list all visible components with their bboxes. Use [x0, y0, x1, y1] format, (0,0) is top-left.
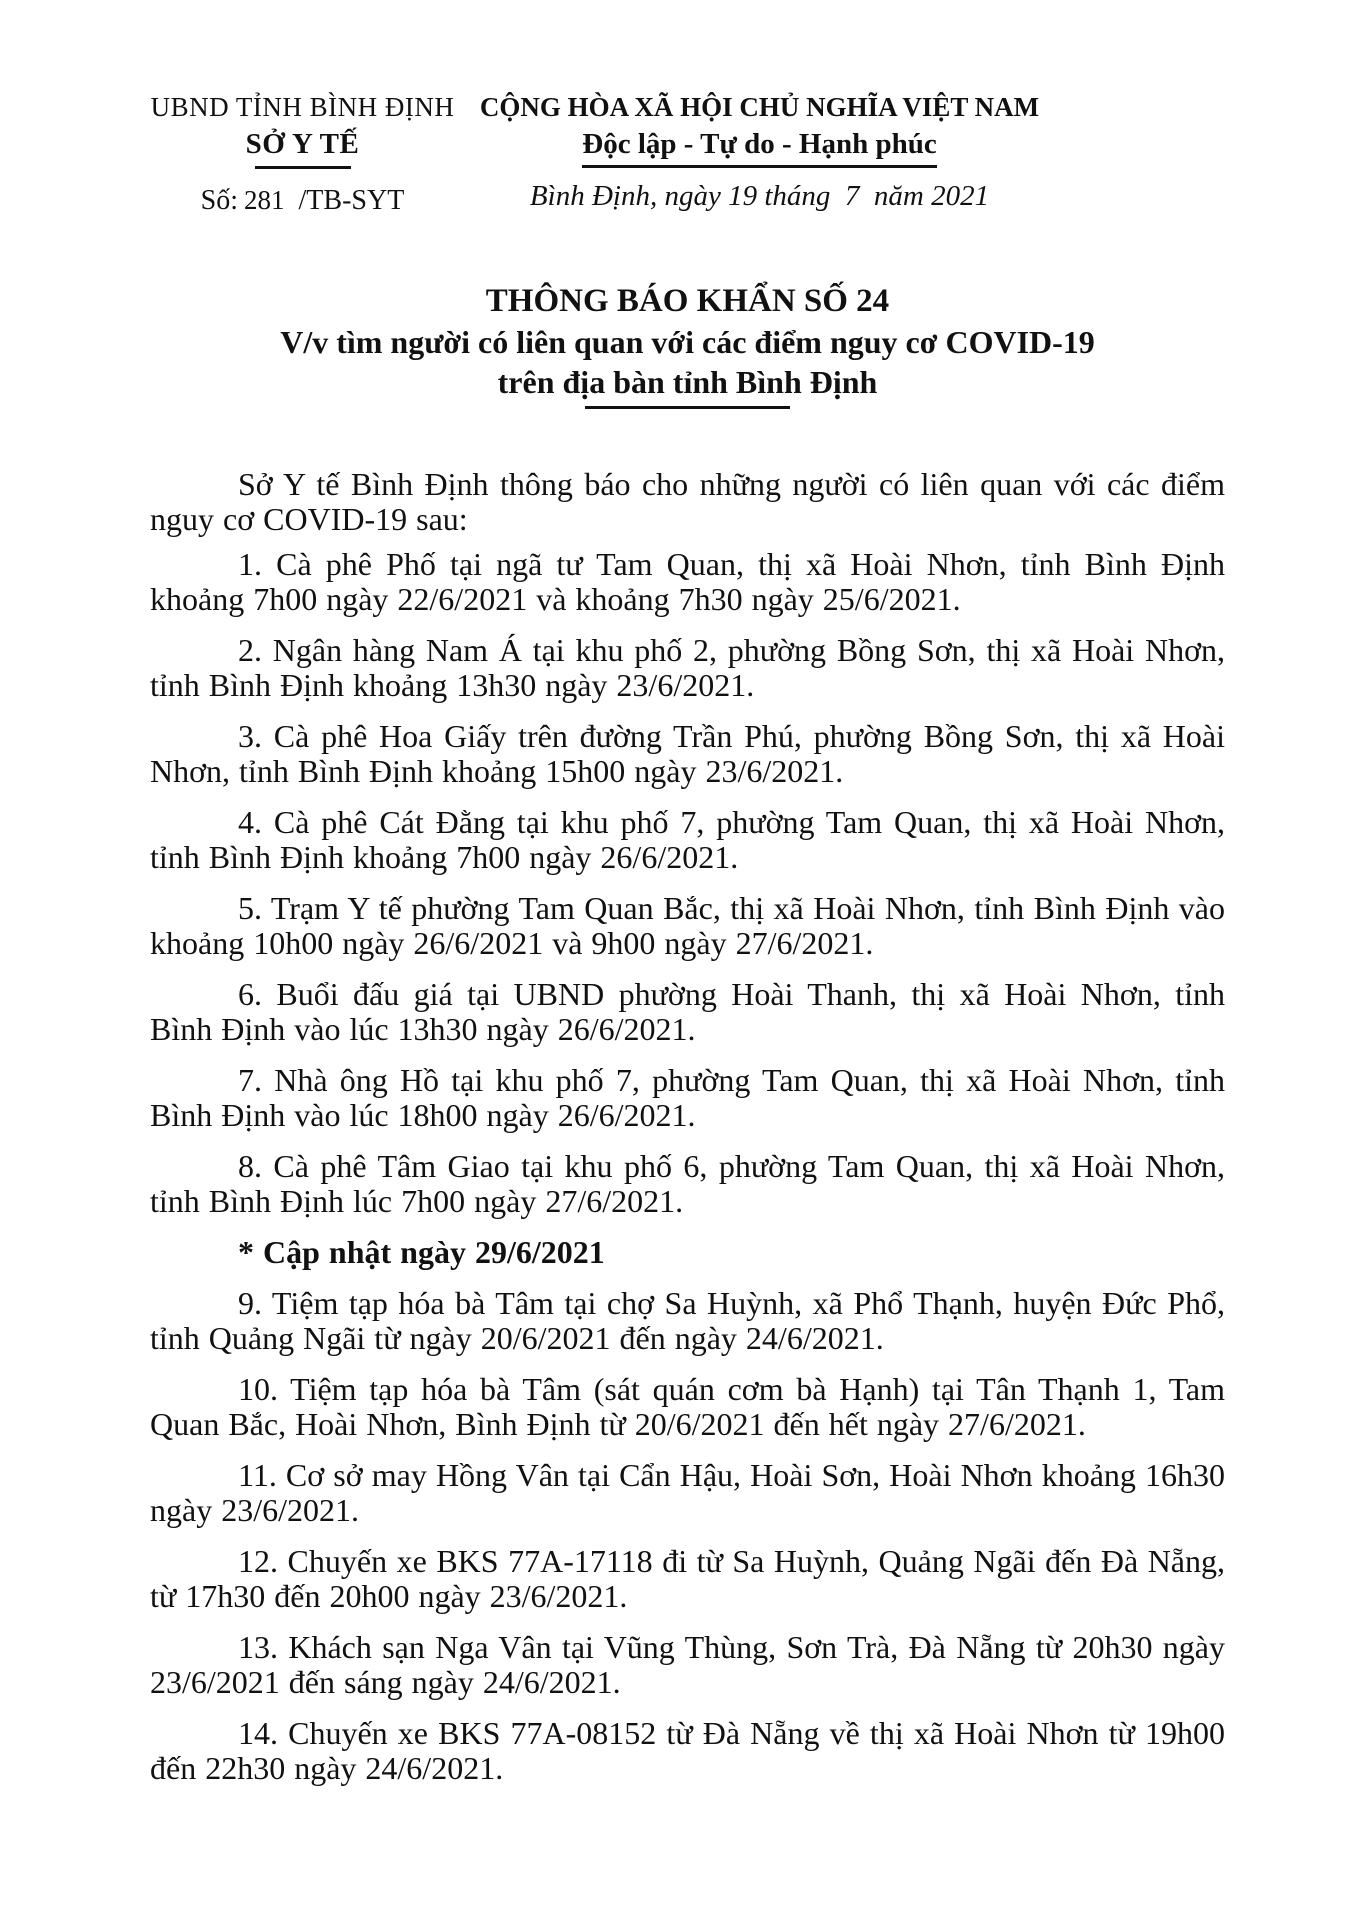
national-motto: Độc lập - Tự do - Hạnh phúc — [582, 126, 937, 168]
document-number-line — [150, 183, 455, 218]
document-number-suffix: /TB-SYT — [298, 185, 405, 216]
notice-body — [150, 467, 1225, 1786]
place-and-date-line: Bình Định, ngày 19 tháng 7 năm 2021 — [529, 180, 990, 212]
notice-item-1: 1. Cà phê Phố tại ngã tư Tam Quan, thị xã Hoài Nhơn, tỉnh Bình Định khoảng 7h00 ngày 22/6/2021 và khoảng 7h30 ngày 25/6/2021. — [150, 546, 1225, 617]
notice-subject: V/v tìm người có liên quan với các điểm nguy cơ COVID-19 — [280, 324, 1095, 360]
notice-item-9: 9. Tiệm tạp hóa bà Tâm tại chợ Sa Huỳnh, xã Phổ Thạnh, huyện Đức Phổ, tỉnh Quảng Ngãi từ ngày 20/6/2021 đến ngày 24/6/2021. — [150, 1285, 1225, 1356]
document-number-label: Số: — [200, 185, 239, 216]
notice-item-11: 11. Cơ sở may Hồng Vân tại Cẩn Hậu, Hoài Sơn, Hoài Nhơn khoảng 16h30 ngày 23/6/2021. — [150, 1457, 1225, 1528]
notice-item-4: 4. Cà phê Cát Đằng tại khu phố 7, phường Tam Quan, thị xã Hoài Nhơn, tỉnh Bình Định khoảng 7h00 ngày 26/6/2021. — [150, 804, 1225, 875]
issuing-agency-block — [150, 88, 455, 218]
intro-paragraph: Sở Y tế Bình Định thông báo cho những người có liên quan với các điểm nguy cơ COVID-19 sau: — [150, 466, 1225, 537]
national-title: CỘNG HÒA XÃ HỘI CHỦ NGHĨA VIỆT NAM — [479, 92, 1040, 122]
document-header — [150, 88, 1225, 218]
notice-item-12: 12. Chuyến xe BKS 77A-17118 đi từ Sa Huỳnh, Quảng Ngãi đến Đà Nẵng, từ 17h30 đến 20h00 ngày 23/6/2021. — [150, 1543, 1225, 1614]
notice-item-8: 8. Cà phê Tâm Giao tại khu phố 6, phường Tam Quan, thị xã Hoài Nhơn, tỉnh Bình Định lúc 7h00 ngày 27/6/2021. — [150, 1148, 1225, 1219]
notice-item-13: 13. Khách sạn Nga Vân tại Vũng Thùng, Sơn Trà, Đà Nẵng từ 20h30 ngày 23/6/2021 đến sáng ngày 24/6/2021. — [150, 1629, 1225, 1700]
notice-title: THÔNG BÁO KHẨN SỐ 24 — [485, 283, 890, 319]
notice-item-10: 10. Tiệm tạp hóa bà Tâm (sát quán cơm bà Hạnh) tại Tân Thạnh 1, Tam Quan Bắc, Hoài Nhơn, Bình Định từ 20/6/2021 đến hết ngày 27/6/2021. — [150, 1371, 1225, 1442]
parent-agency-name: UBND TỈNH BÌNH ĐỊNH — [150, 92, 455, 122]
national-header-block — [477, 88, 1042, 214]
notice-item-2: 2. Ngân hàng Nam Á tại khu phố 2, phường Bồng Sơn, thị xã Hoài Nhơn, tỉnh Bình Định khoảng 13h30 ngày 23/6/2021. — [150, 632, 1225, 703]
notice-item-3: 3. Cà phê Hoa Giấy trên đường Trần Phú, phường Bồng Sơn, thị xã Hoài Nhơn, tỉnh Bình Định khoảng 15h00 ngày 23/6/2021. — [150, 718, 1225, 789]
notice-title-underline — [585, 406, 790, 409]
notice-item-6: 6. Buổi đấu giá tại UBND phường Hoài Thanh, thị xã Hoài Nhơn, tỉnh Bình Định vào lúc 13h30 ngày 26/6/2021. — [150, 976, 1225, 1047]
document-number-value: 281 — [244, 185, 285, 215]
notice-item-7: 7. Nhà ông Hồ tại khu phố 7, phường Tam Quan, thị xã Hoài Nhơn, tỉnh Bình Định vào lúc 18h00 ngày 26/6/2021. — [150, 1062, 1225, 1133]
update-note: * Cập nhật ngày 29/6/2021 — [238, 1234, 605, 1270]
notice-item-14: 14. Chuyến xe BKS 77A-08152 từ Đà Nẵng về thị xã Hoài Nhơn từ 19h00 đến 22h30 ngày 24/6/2021. — [150, 1715, 1225, 1786]
notice-item-5: 5. Trạm Y tế phường Tam Quan Bắc, thị xã Hoài Nhơn, tỉnh Bình Định vào khoảng 10h00 ngày 26/6/2021 và 9h00 ngày 27/6/2021. — [150, 890, 1225, 961]
motto-wrap — [477, 126, 1042, 168]
agency-name-underline — [255, 166, 351, 169]
notice-scope: trên địa bàn tỉnh Bình Định — [497, 364, 878, 400]
agency-name: SỞ Y TẾ — [245, 128, 360, 160]
notice-title-block — [150, 280, 1225, 409]
